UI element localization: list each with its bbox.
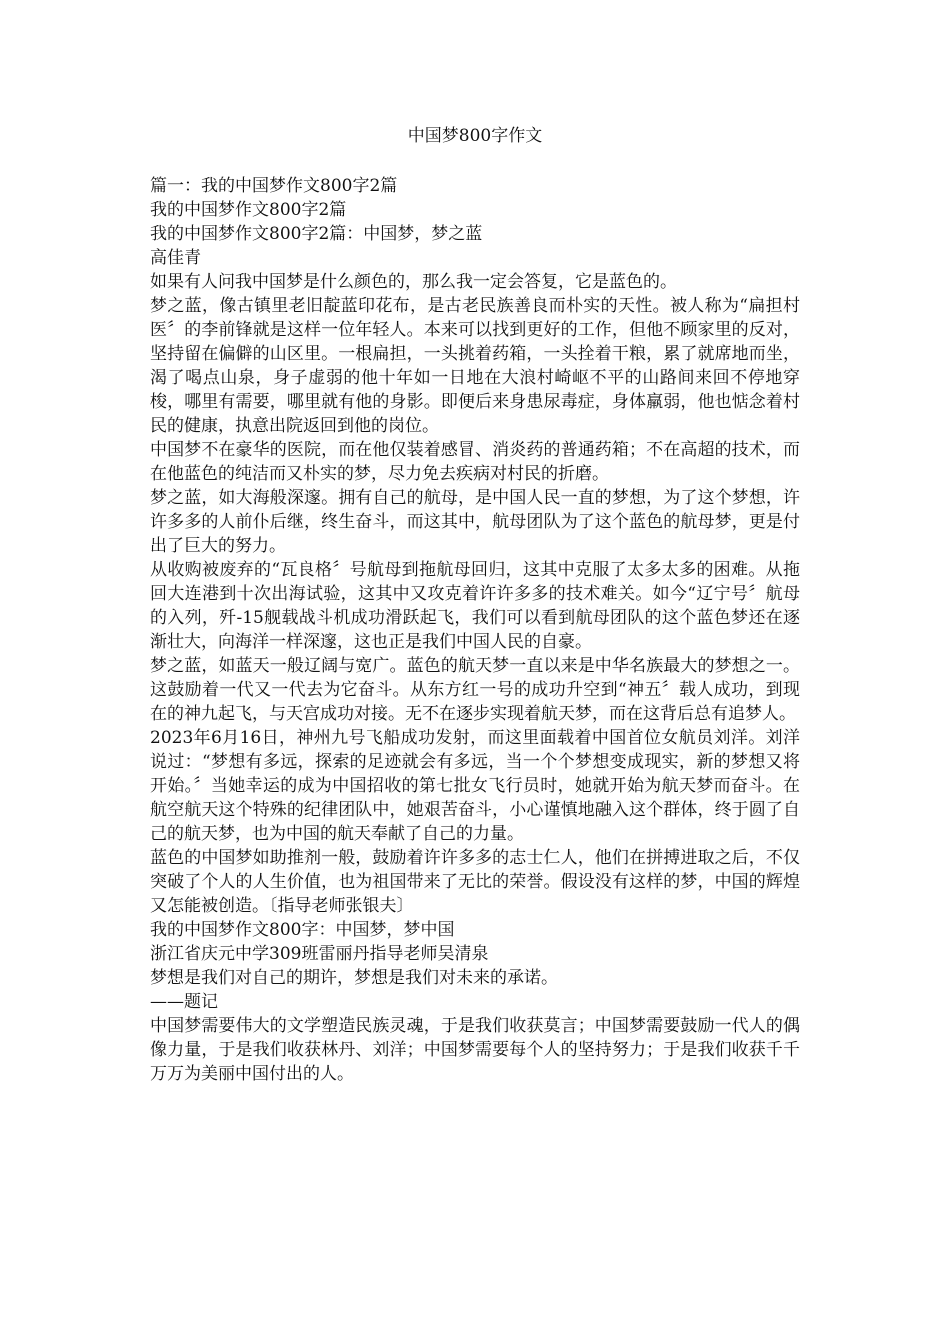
paragraph: 梦之蓝，如蓝天一般辽阔与宽广。蓝色的航天梦一直以来是中华名族最大的梦想之一。这鼓励着一代又一代去为它奋斗。从东方红一号的成功升空到“神五〞载人成功，到现在的神九起飞，与天宫成功对接。无不在逐步实现着航天梦，而在这背后总有追梦人。 bbox=[150, 656, 800, 724]
document-title: 中国梦800字作文 bbox=[407, 126, 543, 146]
paragraph: 从收购被废弃的“瓦良格〞号航母到拖航母回归，这其中克服了太多太多的困难。从拖回大连港到十次出海试验，这其中又攻克着许许多多的技术难关。如今“辽宁号〞航母的入列，歼-15舰载战斗机成功滑跃起飞，我们可以看到航母团队的这个蓝色梦还在逐渐壮大，向海洋一样深邃，这也正是我们中国人民的自豪。 bbox=[150, 560, 800, 652]
paragraph: 梦之蓝，如大海般深邃。拥有自己的航母，是中国人民一直的梦想，为了这个梦想，许许多多的人前仆后继，终生奋斗，而这其中，航母团队为了这个蓝色的航母梦，更是付出了巨大的努力。 bbox=[150, 488, 800, 556]
paragraph: 中国梦需要伟大的文学塑造民族灵魂，于是我们收获莫言；中国梦需要鼓励一代人的偶像力量，于是我们收获林丹、刘洋；中国梦需要每个人的坚持努力；于是我们收获千千万万为美丽中国付出的人。 bbox=[150, 1016, 800, 1084]
paragraph: 2023年6月16日，神州九号飞船成功发射，而这里面载着中国首位女航员刘洋。刘洋说过：“梦想有多远，探索的足迹就会有多远，当一个个梦想变成现实，新的梦想又将开始。〞当她幸运的成为中国招收的第七批女飞行员时，她就开始为航天梦而奋斗。在航空航天这个特殊的纪律团队中，她艰苦奋斗，小心谨慎地融入这个群体，终于圆了自己的航天梦，也为中国的航天奉献了自己的力量。 bbox=[150, 728, 800, 844]
document-body bbox=[150, 174, 800, 1086]
paragraph: 我的中国梦作文800字2篇：中国梦，梦之蓝 bbox=[150, 224, 483, 244]
paragraph: 篇一：我的中国梦作文800字2篇 bbox=[150, 176, 398, 196]
paragraph: 我的中国梦作文800字：中国梦，梦中国 bbox=[150, 920, 455, 940]
paragraph: 梦想是我们对自己的期许，梦想是我们对未来的承诺。 bbox=[150, 968, 558, 988]
paragraph: 浙江省庆元中学309班雷丽丹指导老师吴清泉 bbox=[150, 944, 489, 964]
paragraph: 蓝色的中国梦如助推剂一般，鼓励着许许多多的志士仁人，他们在拼搏进取之后，不仅突破了个人的人生价值，也为祖国带来了无比的荣誉。假设没有这样的梦，中国的辉煌又怎能被创造。〔指导老师张银夫〕 bbox=[150, 848, 800, 916]
paragraph: ——题记 bbox=[150, 992, 218, 1012]
paragraph: 我的中国梦作文800字2篇 bbox=[150, 200, 347, 220]
paragraph: 梦之蓝，像古镇里老旧靛蓝印花布，是古老民族善良而朴实的天性。被人称为“扁担村医〞的李前锋就是这样一位年轻人。本来可以找到更好的工作，但他不顾家里的反对，坚持留在偏僻的山区里。一根扁担，一头挑着药箱，一头拴着干粮，累了就席地而坐，渴了喝点山泉，身子虚弱的他十年如一日地在大浪村崎岖不平的山路间来回不停地穿梭，哪里有需要，哪里就有他的身影。即便后来身患尿毒症，身体羸弱，他也惦念着村民的健康，执意出院返回到他的岗位。 bbox=[150, 296, 800, 436]
paragraph: 高佳青 bbox=[150, 248, 201, 268]
paragraph: 如果有人问我中国梦是什么颜色的，那么我一定会答复，它是蓝色的。 bbox=[150, 272, 677, 292]
paragraph: 中国梦不在豪华的医院，而在他仅装着感冒、消炎药的普通药箱；不在高超的技术，而在他蓝色的纯洁而又朴实的梦，尽力免去疾病对村民的折磨。 bbox=[150, 440, 800, 484]
